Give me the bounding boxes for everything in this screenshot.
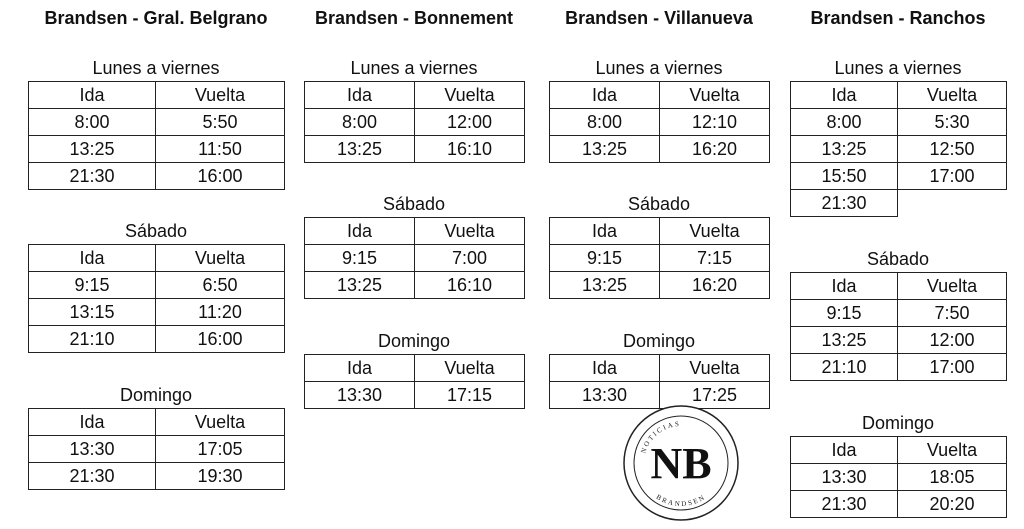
schedule-table (790, 436, 1007, 518)
header-vuelta: Vuelta (156, 82, 285, 109)
header-vuelta: Vuelta (660, 218, 770, 245)
cell-ida: 13:30 (791, 464, 898, 491)
table-row (305, 136, 525, 163)
cell-ida: 8:00 (305, 109, 415, 136)
header-ida: Ida (29, 409, 156, 436)
cell-ida: 13:25 (550, 272, 660, 299)
section-label: Sábado (382, 194, 446, 214)
table-row (29, 326, 285, 353)
route-title: Brandsen - Gral. Belgrano (44, 8, 268, 28)
cell-vuelta: 12:10 (660, 109, 770, 136)
table-header-row (29, 82, 285, 109)
table-row (791, 300, 1007, 327)
section-sunday (304, 328, 524, 409)
table-header-row (550, 218, 770, 245)
route-title: Brandsen - Bonnement (314, 8, 514, 28)
cell-ida: 8:00 (791, 109, 898, 136)
section-label: Lunes a viernes (834, 58, 962, 78)
table-row (29, 299, 285, 326)
section-saturday (304, 191, 524, 299)
logo-top-text: NOTICIAS (639, 419, 682, 455)
cell-ida: 13:25 (791, 327, 898, 354)
cell-vuelta: 16:10 (415, 272, 525, 299)
section-label: Domingo (377, 331, 451, 351)
cell-vuelta: 12:00 (415, 109, 525, 136)
cell-vuelta: 5:50 (156, 109, 285, 136)
cell-ida: 9:15 (791, 300, 898, 327)
cell-vuelta: 19:30 (156, 463, 285, 490)
header-ida: Ida (305, 355, 415, 382)
schedule-table (549, 81, 770, 163)
section-saturday (28, 218, 284, 353)
table-header-row (29, 245, 285, 272)
cell-ida: 15:50 (791, 163, 898, 190)
table-row (29, 463, 285, 490)
table-header-row (305, 218, 525, 245)
cell-vuelta: 11:20 (156, 299, 285, 326)
cell-vuelta: 16:20 (660, 136, 770, 163)
section-saturday (790, 246, 1006, 381)
cell-ida: 21:30 (791, 491, 898, 518)
header-vuelta: Vuelta (898, 273, 1007, 300)
table-header-row (29, 409, 285, 436)
table-header-row (305, 82, 525, 109)
schedule-table (790, 272, 1007, 381)
table-row (791, 327, 1007, 354)
section-saturday (549, 191, 769, 299)
table-row (791, 491, 1007, 518)
schedule-table (790, 81, 1007, 217)
header-ida: Ida (791, 437, 898, 464)
table-row (29, 163, 285, 190)
cell-ida: 9:15 (305, 245, 415, 272)
cell-vuelta: 6:50 (156, 272, 285, 299)
table-row (791, 190, 1007, 217)
cell-ida: 8:00 (550, 109, 660, 136)
table-row (305, 109, 525, 136)
table-header-row (550, 355, 770, 382)
logo-bottom-text: BRANDSEN (654, 492, 708, 509)
header-vuelta: Vuelta (415, 355, 525, 382)
header-vuelta: Vuelta (898, 82, 1007, 109)
header-ida: Ida (550, 82, 660, 109)
table-row (550, 109, 770, 136)
cell-vuelta: 17:00 (898, 354, 1007, 381)
section-label: Domingo (861, 413, 935, 433)
cell-vuelta: 11:50 (156, 136, 285, 163)
table-row (29, 136, 285, 163)
table-row (791, 354, 1007, 381)
cell-ida: 13:25 (29, 136, 156, 163)
route-title: Brandsen - Villanueva (565, 8, 753, 28)
section-label: Lunes a viernes (92, 58, 220, 78)
section-sunday (549, 328, 769, 409)
header-vuelta: Vuelta (660, 355, 770, 382)
cell-ida: 9:15 (550, 245, 660, 272)
section-weekdays (304, 55, 524, 163)
section-label: Sábado (627, 194, 691, 214)
section-label: Sábado (866, 249, 930, 269)
section-sunday (28, 382, 284, 490)
table-row (791, 163, 1007, 190)
schedule-table (549, 217, 770, 299)
cell-vuelta: 7:50 (898, 300, 1007, 327)
logo-emblem (622, 404, 740, 522)
table-row (550, 272, 770, 299)
cell-vuelta: 12:00 (898, 327, 1007, 354)
table-row (550, 136, 770, 163)
schedule-table (28, 81, 285, 190)
cell-vuelta: 5:30 (898, 109, 1007, 136)
section-label: Lunes a viernes (350, 58, 478, 78)
cell-vuelta: 16:00 (156, 326, 285, 353)
section-weekdays (790, 55, 1006, 217)
cell-ida: 21:30 (29, 463, 156, 490)
section-label: Domingo (622, 331, 696, 351)
header-ida: Ida (550, 355, 660, 382)
section-weekdays (28, 55, 284, 190)
cell-vuelta: 7:00 (415, 245, 525, 272)
section-label: Sábado (124, 221, 188, 241)
table-row (29, 272, 285, 299)
table-row (791, 464, 1007, 491)
table-row (305, 382, 525, 409)
cell-vuelta: 18:05 (898, 464, 1007, 491)
header-ida: Ida (29, 82, 156, 109)
header-ida: Ida (791, 82, 898, 109)
table-header-row (791, 273, 1007, 300)
cell-ida: 13:25 (791, 136, 898, 163)
table-header-row (791, 437, 1007, 464)
cell-vuelta: 17:00 (898, 163, 1007, 190)
logo-monogram: NB (650, 439, 712, 488)
header-vuelta: Vuelta (898, 437, 1007, 464)
header-vuelta: Vuelta (415, 218, 525, 245)
section-label: Domingo (119, 385, 193, 405)
table-header-row (791, 82, 1007, 109)
header-vuelta: Vuelta (415, 82, 525, 109)
header-ida: Ida (305, 82, 415, 109)
table-row (791, 109, 1007, 136)
cell-ida: 21:30 (791, 190, 898, 217)
schedule-table (304, 354, 525, 409)
cell-vuelta: 17:05 (156, 436, 285, 463)
cell-ida: 13:25 (305, 272, 415, 299)
cell-vuelta: 16:20 (660, 272, 770, 299)
table-row (550, 245, 770, 272)
section-sunday (790, 410, 1006, 518)
section-weekdays (549, 55, 769, 163)
cell-ida: 13:30 (29, 436, 156, 463)
cell-vuelta: 20:20 (898, 491, 1007, 518)
cell-ida: 13:30 (550, 382, 660, 409)
schedule-table (304, 81, 525, 163)
cell-ida: 21:10 (29, 326, 156, 353)
header-vuelta: Vuelta (156, 409, 285, 436)
schedule-table (28, 408, 285, 490)
schedule-table (28, 244, 285, 353)
table-row (29, 436, 285, 463)
table-row (305, 245, 525, 272)
table-row (791, 136, 1007, 163)
cell-vuelta: 12:50 (898, 136, 1007, 163)
table-row (29, 109, 285, 136)
cell-vuelta: 17:25 (660, 382, 770, 409)
schedule-table (304, 217, 525, 299)
cell-vuelta: 17:15 (415, 382, 525, 409)
cell-ida: 21:10 (791, 354, 898, 381)
header-ida: Ida (305, 218, 415, 245)
cell-vuelta: 16:10 (415, 136, 525, 163)
header-vuelta: Vuelta (660, 82, 770, 109)
cell-ida: 8:00 (29, 109, 156, 136)
cell-ida: 21:30 (29, 163, 156, 190)
header-vuelta: Vuelta (156, 245, 285, 272)
table-header-row (305, 355, 525, 382)
header-ida: Ida (29, 245, 156, 272)
section-label: Lunes a viernes (595, 58, 723, 78)
table-header-row (550, 82, 770, 109)
header-ida: Ida (550, 218, 660, 245)
cell-ida: 13:15 (29, 299, 156, 326)
table-row (305, 272, 525, 299)
noticias-brandsen-logo (622, 404, 740, 522)
cell-vuelta: 16:00 (156, 163, 285, 190)
cell-ida: 13:25 (305, 136, 415, 163)
cell-ida: 9:15 (29, 272, 156, 299)
cell-ida: 13:30 (305, 382, 415, 409)
route-title: Brandsen - Ranchos (810, 8, 986, 28)
cell-vuelta-empty (898, 190, 1007, 217)
header-ida: Ida (791, 273, 898, 300)
cell-ida: 13:25 (550, 136, 660, 163)
cell-vuelta: 7:15 (660, 245, 770, 272)
schedule-table (549, 354, 770, 409)
